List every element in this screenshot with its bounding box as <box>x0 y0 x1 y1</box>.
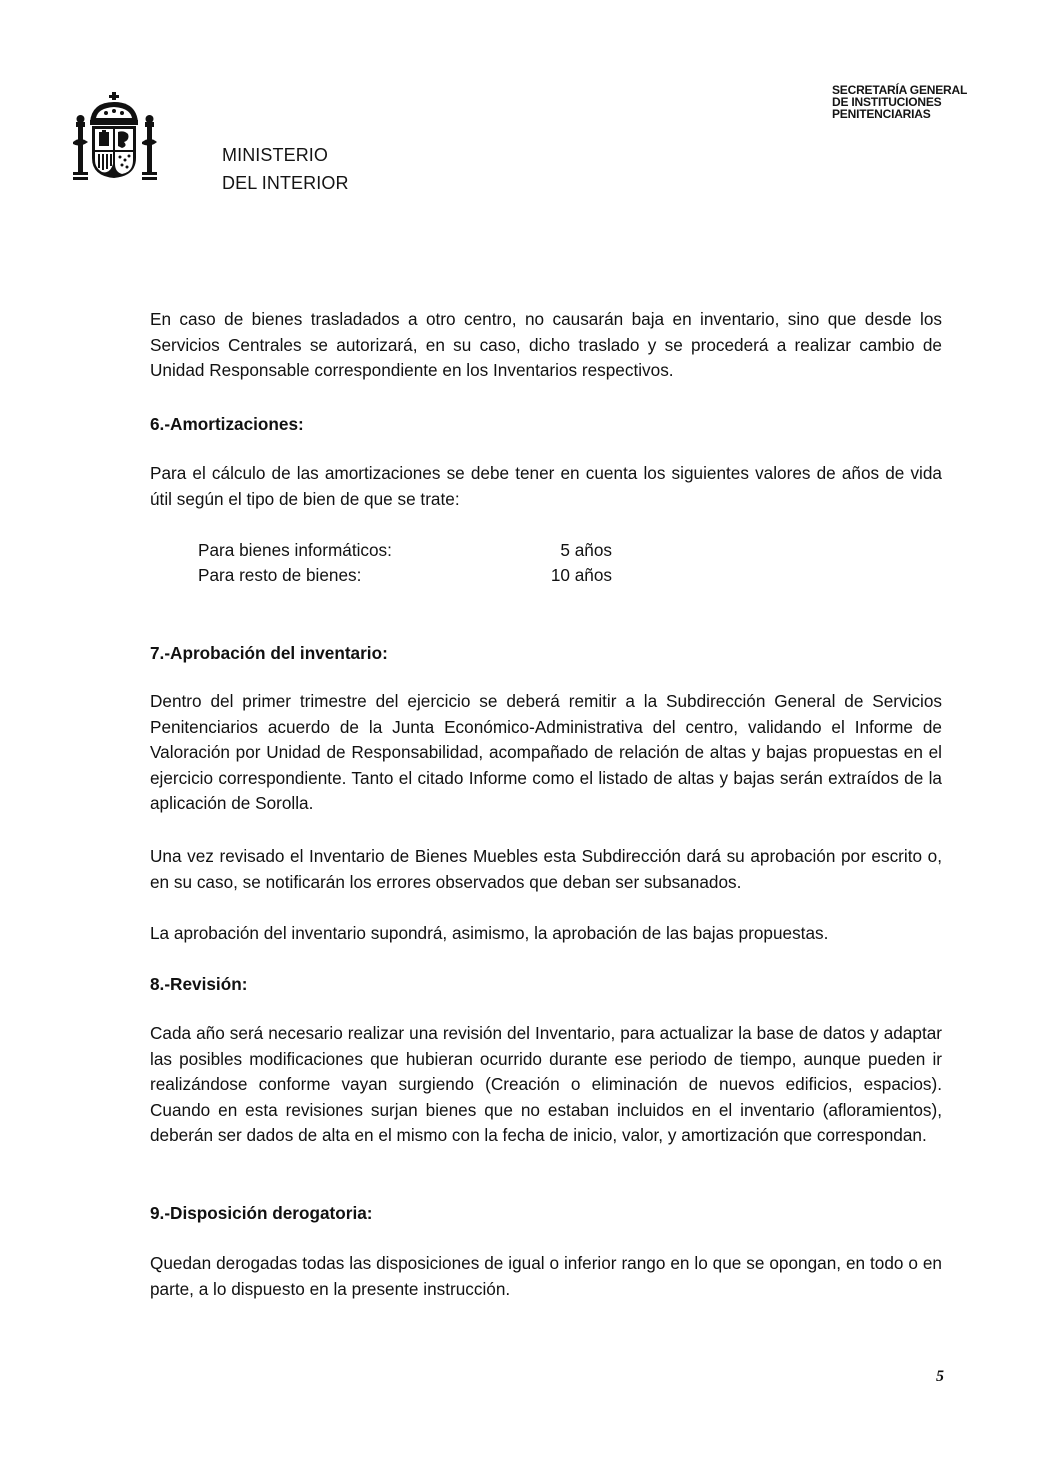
amortization-value: 5 años <box>560 540 612 560</box>
section-6-heading: 6.-Amortizaciones: <box>150 414 304 434</box>
secretaria-general-header <box>832 84 967 120</box>
intro-paragraph: En caso de bienes trasladados a otro centro, no causarán baja en inventario, sino que desde los Servicios Centrales se autorizará, en su caso, dicho traslado y se procederá a realizar cambio de Unidad Responsable correspondiente en los Inventarios respectivos. <box>150 309 942 380</box>
section-9-paragraph: Quedan derogadas todas las disposiciones de igual o inferior rango en lo que se opongan, en todo o en parte, a lo dispuesto en la presente instrucción. <box>150 1253 942 1299</box>
spain-coat-of-arms-icon <box>72 92 158 184</box>
section-7-paragraph-1: Dentro del primer trimestre del ejercicio se deberá remitir a la Subdirección General de Servicios Penitenciarios acuerdo de la Junta Económico-Administrativa del centro, validando el Informe de Valoración por Unidad de Responsabilidad, acompañado de relación de altas y bajas propuestas en el ejercicio correspondiente. Tanto el citado Informe como el listado de altas y bajas serán extraídos de la aplicación de Sorolla. <box>150 691 942 813</box>
section-7-heading: 7.-Aprobación del inventario: <box>150 643 388 663</box>
section-9-heading: 9.-Disposición derogatoria: <box>150 1203 373 1223</box>
secretaria-line-2: DE INSTITUCIONES <box>832 95 942 109</box>
section-8-heading: 8.-Revisión: <box>150 974 248 994</box>
ministry-line-1: MINISTERIO <box>222 145 329 165</box>
secretaria-line-3: PENITENCIARIAS <box>832 107 931 121</box>
section-8-paragraph: Cada año será necesario realizar una revisión del Inventario, para actualizar la base de datos y adaptar las posibles modificaciones que hubieran ocurrido durante ese periodo de tiempo, aunque pueden ir realizándose conforme vayan surgiendo (Creación o eliminación de nuevos edificios, espacios). Cuando en esta revisiones surjan bienes que no estaban incluidos en el inventario (afloramientos), deberán ser dados de alta en el mismo con la fecha de inicio, valor, y amortización que correspondan. <box>150 1023 942 1145</box>
section-7-paragraph-2: Una vez revisado el Inventario de Bienes Muebles esta Subdirección dará su aprobación por escrito o, en su caso, se notificarán los errores observados que deban ser subsanados. <box>150 846 942 892</box>
secretaria-line-1: SECRETARÍA GENERAL <box>832 83 968 97</box>
amortization-value: 10 años <box>550 565 612 585</box>
amortization-label: Para resto de bienes: <box>198 565 362 585</box>
ministry-name <box>222 141 349 197</box>
ministry-line-2: DEL INTERIOR <box>222 173 349 193</box>
page-number: 5 <box>936 1368 944 1385</box>
section-6-paragraph: Para el cálculo de las amortizaciones se debe tener en cuenta los siguientes valores de años de vida útil según el tipo de bien de que se trate: <box>150 463 942 509</box>
amortization-label: Para bienes informáticos: <box>198 540 392 560</box>
section-7-paragraph-3: La aprobación del inventario supondrá, asimismo, la aprobación de las bajas propuestas. <box>150 923 829 943</box>
